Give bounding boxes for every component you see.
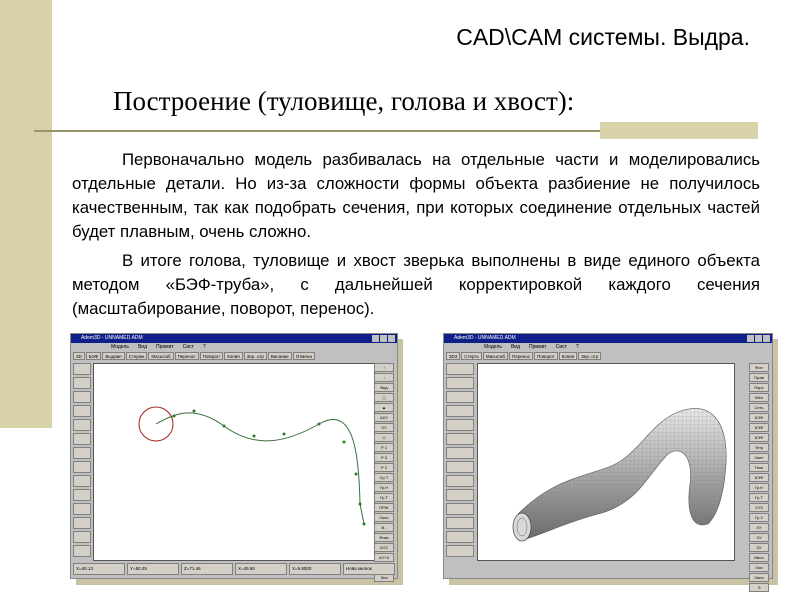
tool-button: ↑ (374, 363, 394, 372)
close-icon (388, 335, 395, 342)
tool-button (446, 363, 474, 375)
tool-button: Тень (749, 463, 769, 472)
drawing-canvas (477, 363, 735, 561)
toolbar-button: Масштаб (483, 352, 508, 360)
tool-button: Оси (749, 563, 769, 572)
tool-button: Гр.Т (374, 493, 394, 502)
tool-button: Окно (374, 513, 394, 522)
cad-screenshot-tube (443, 333, 773, 590)
toolbar-button: Зер..отр (244, 352, 267, 360)
tool-button (446, 475, 474, 487)
toolbar-button: Зер..отр (578, 352, 601, 360)
tool-button (73, 475, 91, 487)
tool-button: Ср.Т (374, 473, 394, 482)
toolbar-button: Поворот (534, 352, 558, 360)
tool-button: БЭФ (749, 423, 769, 432)
tool-button: Эпи (374, 573, 394, 582)
tool-button: ◻ (374, 393, 394, 402)
tool-button (446, 419, 474, 431)
toolbar-button: Висание (268, 352, 292, 360)
menu-item: Сист (182, 344, 194, 350)
toolbar-button: Копия (224, 352, 243, 360)
menu-item: ? (202, 344, 206, 350)
screenshot-shadow (398, 339, 403, 585)
screenshot-shadow (449, 579, 777, 585)
window-controls (372, 335, 395, 342)
window-title: Adem3D - UNNAMED.ADM (81, 335, 143, 341)
toolbar (71, 351, 397, 361)
tool-button: Фоки (374, 533, 394, 542)
tool-button (73, 363, 91, 375)
tool-button (73, 517, 91, 529)
tool-button: ZX (749, 543, 769, 552)
menu-item: Вид (137, 344, 147, 350)
close-icon (763, 335, 770, 342)
tool-button: БЭФ (749, 433, 769, 442)
status-field: X=40.13 (73, 563, 125, 575)
decorative-left-band (0, 0, 52, 428)
tool-button: Гр.Т (749, 493, 769, 502)
tool-button (73, 489, 91, 501)
status-field: Y=50.25 (127, 563, 179, 575)
tool-button: ▲ (374, 403, 394, 412)
tool-button: Wire (749, 393, 769, 402)
tool-button: Свет (749, 453, 769, 462)
tool-button (73, 391, 91, 403)
divider-accent-box (600, 122, 758, 139)
status-bar (446, 563, 770, 575)
tool-button: БЭФ (749, 473, 769, 482)
toolbar-button: 3D3 (446, 352, 460, 360)
menu-item: Сист (555, 344, 567, 350)
tool-button (73, 503, 91, 515)
tool-button: ◇ (374, 433, 394, 442)
toolbar-button: Перенос (175, 352, 199, 360)
tool-button (446, 405, 474, 417)
right-toolbox (374, 363, 394, 582)
window-titlebar (71, 334, 397, 343)
body-paragraph-2: В итоге голова, туловище и хвост зверька выполнены в виде единого объекта методом «БЭФ-труба», с дальнейшей корректировкой каждого сечения (масштабирование, поворот, перенос). (72, 251, 760, 318)
tool-button: ХУ (749, 523, 769, 532)
tool-button: ↓ (374, 373, 394, 382)
tool-button: Прав (749, 373, 769, 382)
spine-curve (156, 413, 364, 524)
drawing-canvas (93, 363, 375, 561)
window-controls (747, 335, 770, 342)
tool-button (73, 461, 91, 473)
tube-end-section (513, 513, 531, 541)
tool-button (73, 531, 91, 543)
body-paragraph-1: Первоначально модель разбивалась на отдельные части и моделировались отдельные детали. Но из-за сложности формы объекта разбиение не получилось качественным, так как подобрать сечения, при которых соединение отдельных частей будет плавным, очень сложно. (72, 150, 760, 241)
tool-button (73, 545, 91, 557)
window-title: Adem3D - UNNAMED.ADM (454, 335, 516, 341)
toolbar-button: 3D (73, 352, 85, 360)
screenshot-shadow (773, 339, 778, 585)
tool-button: P 3 (374, 453, 394, 462)
status-field: X=45.90 (235, 563, 287, 575)
toolbar-button: БЭФ (86, 352, 102, 360)
tool-button (446, 503, 474, 515)
tool-button: Тетр (749, 443, 769, 452)
tool-button (446, 517, 474, 529)
tool-button (446, 545, 474, 557)
tool-button: ΔY+0 (374, 553, 394, 562)
left-toolbox (446, 363, 474, 557)
page-title: CAD\CAM системы. Выдра. (456, 24, 750, 50)
cad-screenshot-curve (70, 333, 398, 579)
tool-button: Гр.Н (374, 483, 394, 492)
toolbar-button: Масштаб (148, 352, 173, 360)
toolbar-button: Отмена (293, 352, 315, 360)
tool-button: СУЗ (749, 503, 769, 512)
tool-button (446, 531, 474, 543)
tool-button: Фон (749, 363, 769, 372)
tool-button (446, 447, 474, 459)
tool-button: БЭФ (749, 413, 769, 422)
status-field: X=5.9000 (289, 563, 341, 575)
toolbar-button: Стержн (126, 352, 148, 360)
toolbar-button: Стерть (461, 352, 482, 360)
tube-mesh (518, 409, 726, 539)
maximize-icon (755, 335, 762, 342)
tool-button (73, 405, 91, 417)
tool-button: ΔYZ (374, 543, 394, 552)
section-subtitle: Построение (туловище, голова и хвост): (113, 86, 575, 116)
minimize-icon (747, 335, 754, 342)
tool-button: P 1 (374, 443, 394, 452)
tool-button (446, 391, 474, 403)
tool-button (446, 433, 474, 445)
toolbar (444, 351, 772, 361)
tool-button: P 2 (374, 463, 394, 472)
status-bar (73, 563, 395, 575)
toolbar-button: Перенос (509, 352, 533, 360)
tool-button: Гр.Н (749, 483, 769, 492)
toolbar-button: Поворот (200, 352, 224, 360)
menu-item: Модель (111, 344, 129, 350)
tool-button (446, 377, 474, 389)
toolbar-button: Выдавл (102, 352, 124, 360)
left-toolbox (73, 363, 91, 557)
spline-curve-drawing (94, 364, 374, 560)
menu-item: Модель (484, 344, 502, 350)
menu-bar (444, 343, 772, 351)
tube-surface-drawing (478, 364, 734, 560)
divider-line (34, 130, 600, 132)
toolbar-button: Копия (559, 352, 578, 360)
tool-button (446, 489, 474, 501)
tool-button: Вид (374, 383, 394, 392)
tool-button (73, 447, 91, 459)
tool-button (446, 461, 474, 473)
window-titlebar (444, 334, 772, 343)
tool-button: ХУ (749, 533, 769, 542)
menu-bar (71, 343, 397, 351)
tool-button: ΔXY (374, 413, 394, 422)
menu-item: Примит (529, 344, 547, 350)
tool-button: Ивол (749, 553, 769, 562)
tool-button: В.. (374, 523, 394, 532)
menu-item: ? (575, 344, 579, 350)
tool-button (73, 419, 91, 431)
minimize-icon (372, 335, 379, 342)
menu-item: Примит (156, 344, 174, 350)
menu-item: Вид (510, 344, 520, 350)
tool-button: XY (374, 423, 394, 432)
tool-button: Гр.2 (749, 513, 769, 522)
tool-button: Сеть (749, 403, 769, 412)
screenshot-shadow (76, 579, 402, 585)
tool-button: ПРЖ (374, 503, 394, 512)
right-toolbox (749, 363, 769, 592)
tool-button: Э (749, 583, 769, 592)
maximize-icon (380, 335, 387, 342)
tool-button: Перс (749, 383, 769, 392)
tool-button (73, 433, 91, 445)
tool-button: Окно (749, 573, 769, 582)
status-field: Z=71.46 (181, 563, 233, 575)
tool-button (73, 377, 91, 389)
status-field: Нова кнопок (343, 563, 395, 575)
